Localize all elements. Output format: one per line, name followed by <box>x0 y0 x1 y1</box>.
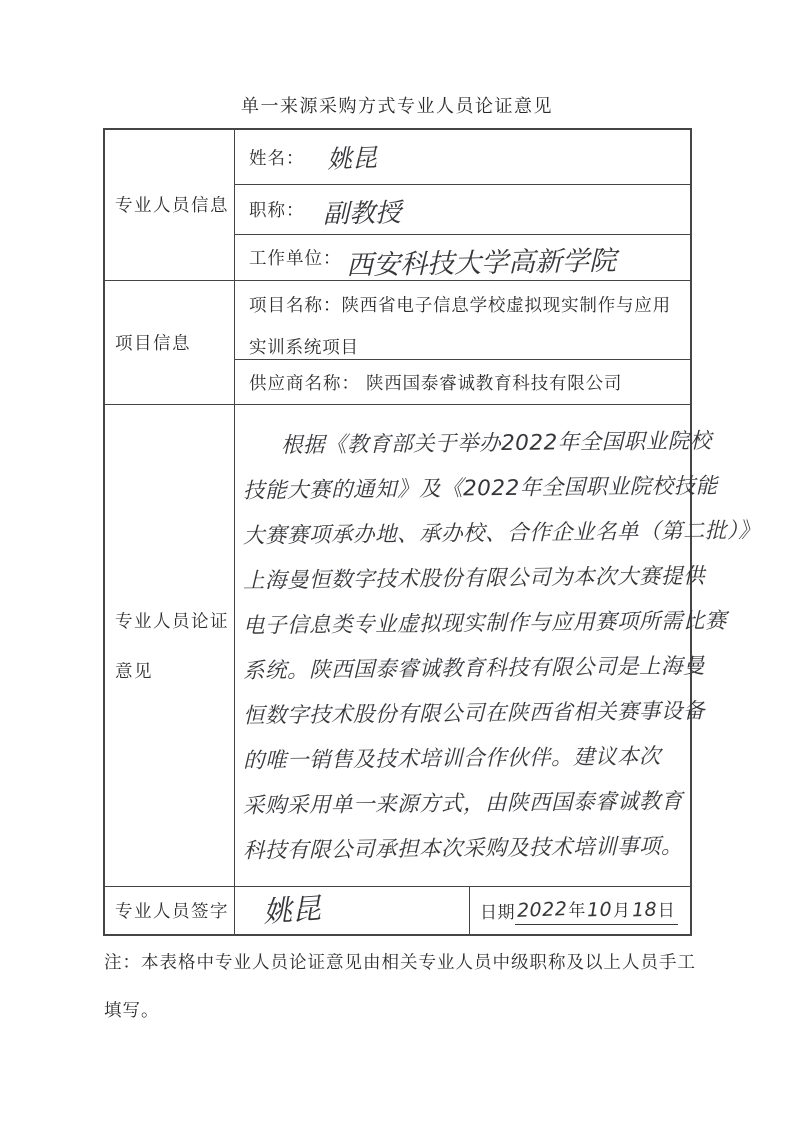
opinion-line: 采购采用单一来源方式，由陕西国泰睿诚教育 <box>242 789 684 819</box>
job-title-row <box>235 184 690 234</box>
signature-row <box>105 886 690 934</box>
opinion-line: 大赛赛项承办地、承办校、合作企业名单（第二批）》 <box>242 518 761 549</box>
opinion-line: 系统。陕西国泰睿诚教育科技有限公司是上海曼 <box>242 653 706 684</box>
date-day-suffix: 日 <box>657 901 676 920</box>
project-name-value: 陕西省电子信息学校虚拟现实制作与应用实训系统项目 <box>249 295 671 357</box>
signature-section-label: 专业人员签字 <box>105 887 235 934</box>
opinion-handwritten-text <box>235 405 766 886</box>
page-title: 单一来源采购方式专业人员论证意见 <box>241 96 553 116</box>
personnel-section <box>105 130 690 280</box>
signature-handwritten-value: 姚昆 <box>261 891 323 929</box>
date-cell <box>469 887 690 934</box>
job-title-handwritten-value: 副教授 <box>322 198 401 230</box>
opinion-line: 技能大赛的通知》及《2022年全国职业院校技能 <box>242 473 718 504</box>
supplier-row <box>235 359 690 404</box>
date-underline <box>515 896 678 925</box>
footnote: 注：本表格中专业人员论证意见由相关专业人员中级职称及以上人员手工填写。 <box>104 952 696 1020</box>
opinion-section-label-line2: 意见 <box>115 660 153 681</box>
date-month-suffix: 月 <box>613 901 631 920</box>
personnel-fields <box>235 130 690 280</box>
date-prefix-label: 日期 <box>480 903 515 922</box>
opinion-line: 科技有限公司承担本次采购及技术培训事项。 <box>242 834 684 864</box>
work-unit-label: 工作单位： <box>249 248 342 268</box>
supplier-label: 供应商名称： <box>249 372 360 393</box>
date-year-suffix: 年 <box>568 901 586 920</box>
signature-cell <box>235 887 469 934</box>
opinion-section <box>105 404 761 886</box>
project-section-label: 项目信息 <box>105 281 235 404</box>
project-section <box>105 280 690 404</box>
project-name-row <box>235 281 690 359</box>
opinion-line: 根据《教育部关于举办2022年全国职业院校 <box>280 428 712 459</box>
project-name-label: 项目名称： <box>249 295 342 315</box>
date-year-handwritten: 2022 <box>516 898 568 922</box>
name-row <box>235 130 690 184</box>
opinion-line: 的唯一销售及技术培训合作伙伴。建议本次 <box>242 744 662 774</box>
opinion-section-label <box>105 405 235 886</box>
supplier-value: 陕西国泰睿诚教育科技有限公司 <box>366 372 623 393</box>
job-title-label: 职称： <box>249 200 305 220</box>
date-month-handwritten: 10 <box>586 898 613 922</box>
opinion-line: 电子信息类专业虚拟现实制作与应用赛项所需比赛 <box>242 608 728 639</box>
opinion-line: 上海曼恒数字技术股份有限公司为本次大赛提供 <box>242 563 706 594</box>
project-fields <box>235 281 690 404</box>
opinion-line: 恒数字技术股份有限公司在陕西省相关赛事设备 <box>242 698 706 729</box>
work-unit-row <box>235 234 690 280</box>
personnel-section-label: 专业人员信息 <box>105 130 235 280</box>
name-handwritten-value: 姚昆 <box>326 143 378 174</box>
work-unit-handwritten-value: 西安科技大学高新学院 <box>345 245 616 282</box>
opinion-section-label-line1: 专业人员论证 <box>115 610 229 631</box>
date-day-handwritten: 18 <box>631 898 658 922</box>
form-table <box>103 128 761 936</box>
name-label: 姓名： <box>249 147 305 168</box>
